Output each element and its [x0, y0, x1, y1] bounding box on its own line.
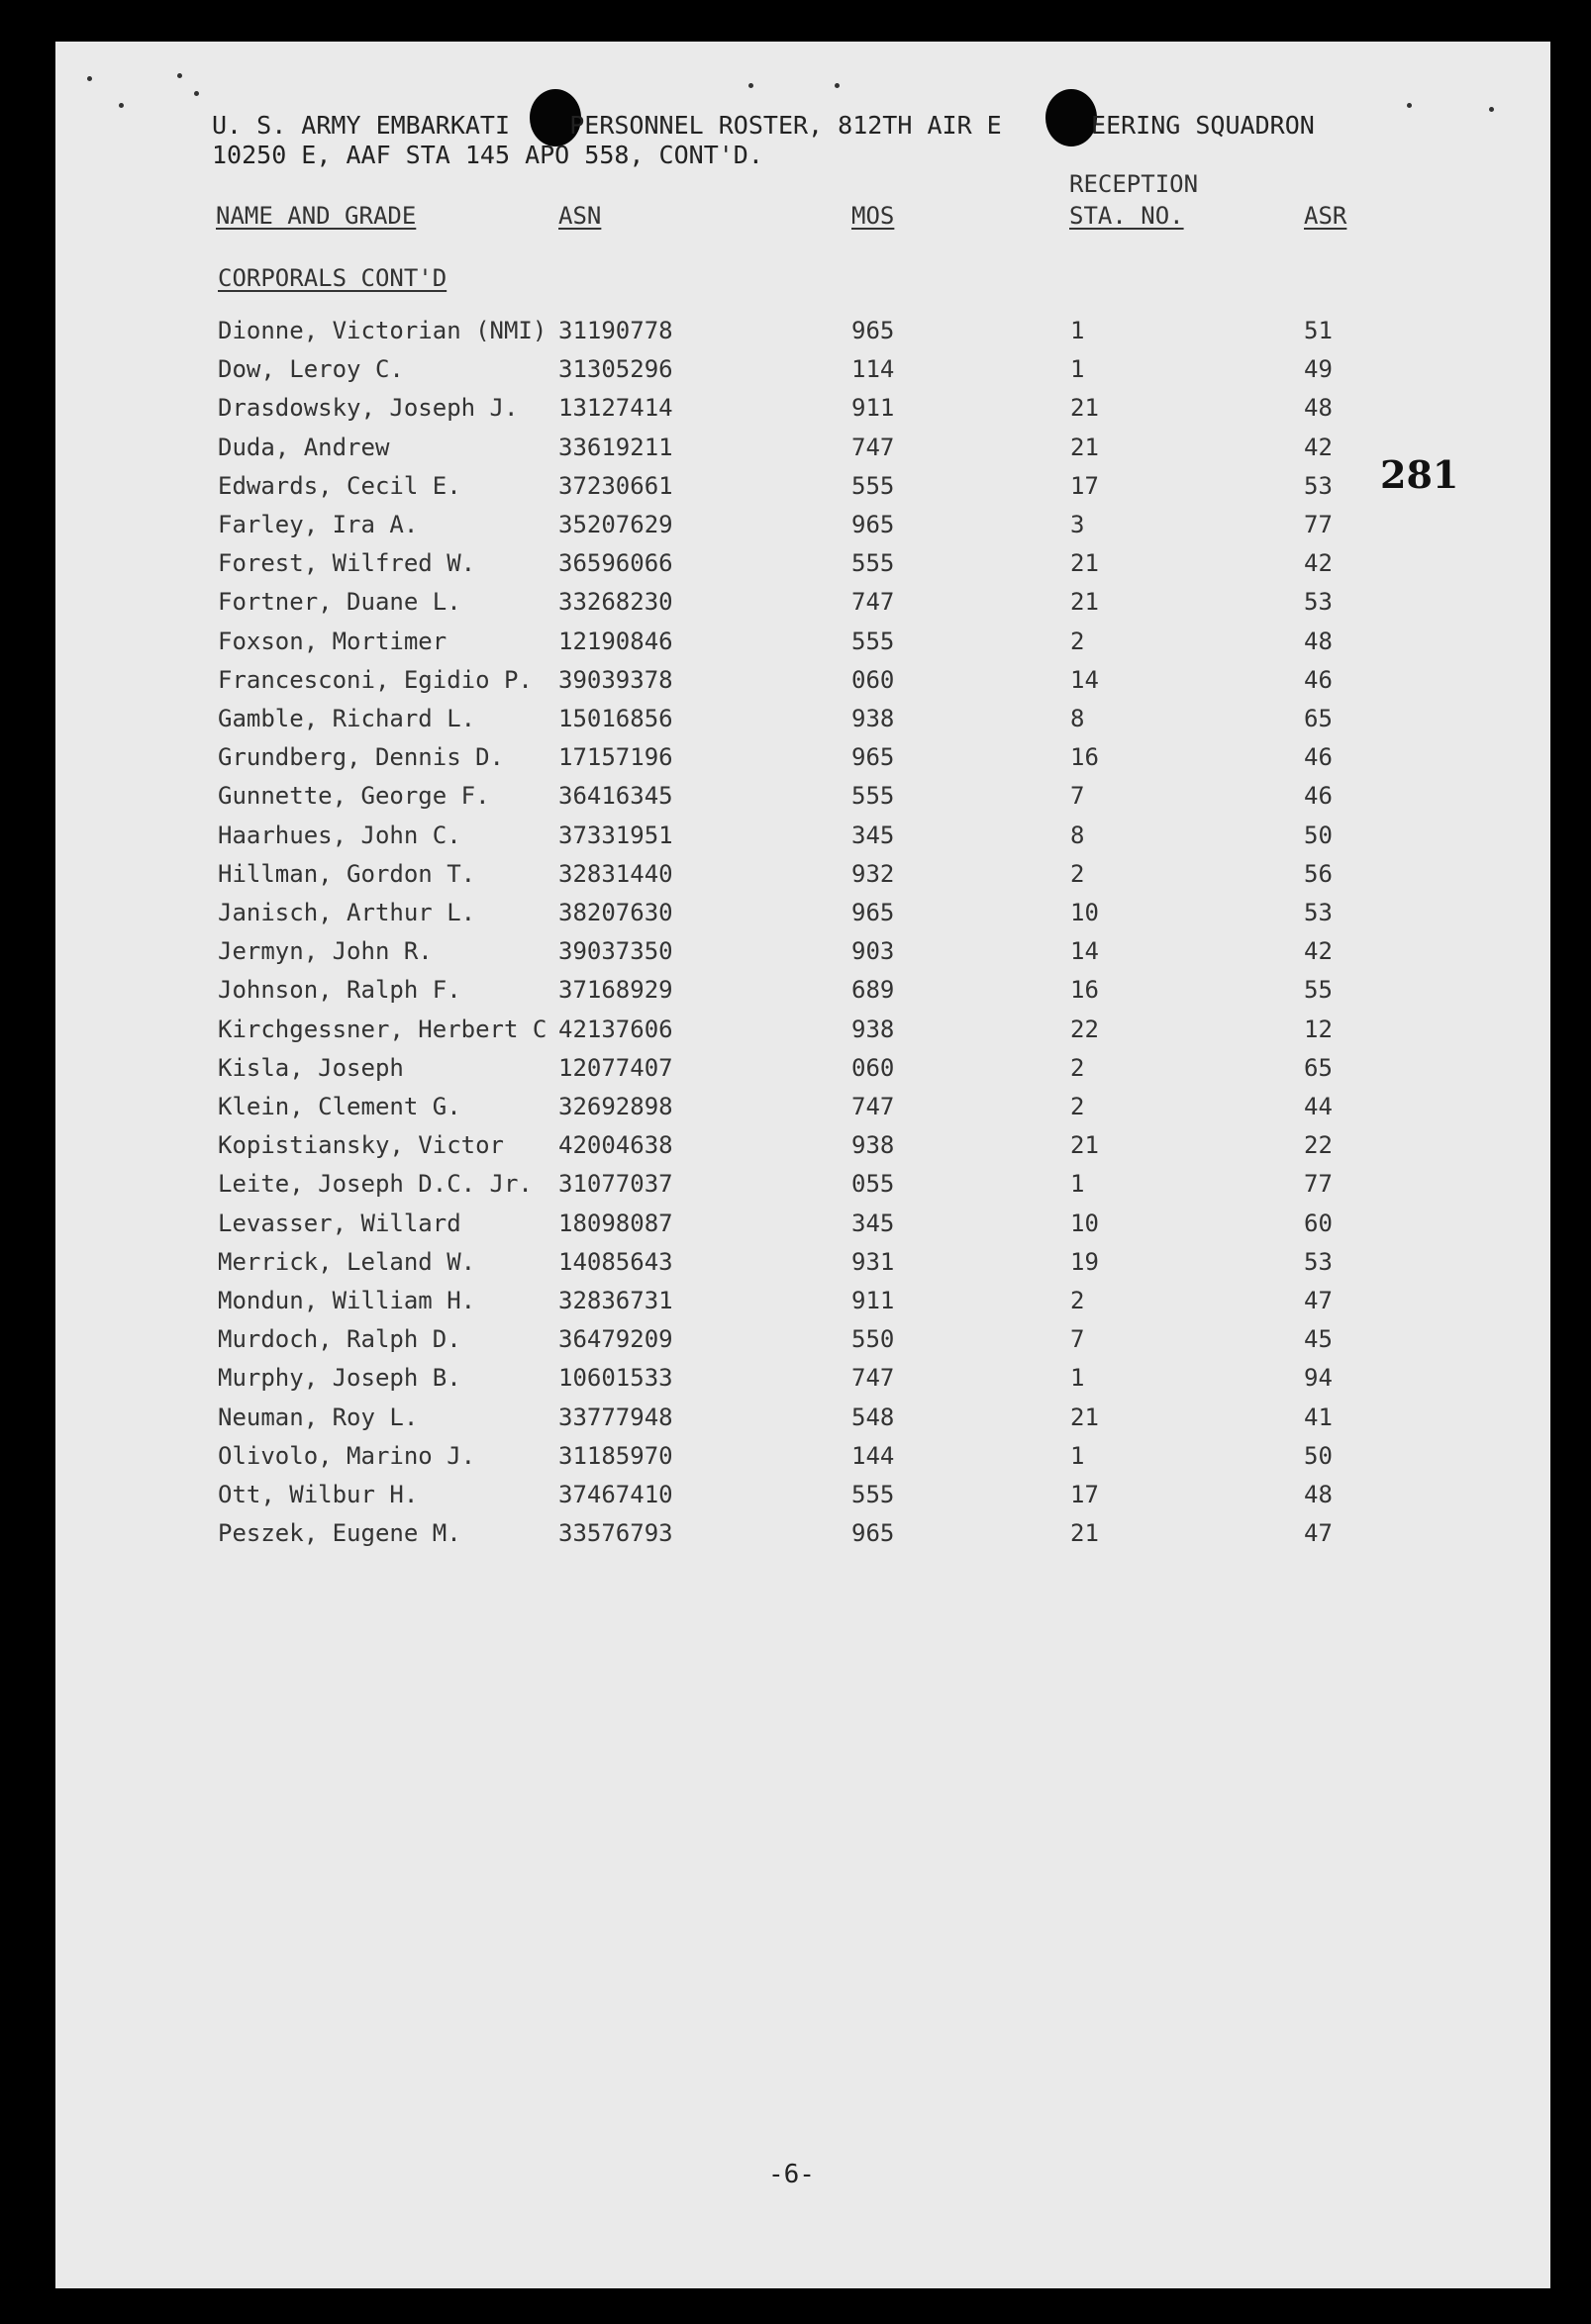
section-title: CORPORALS CONT'D	[218, 264, 447, 292]
cell-asn: 33619211	[558, 433, 673, 461]
table-row	[55, 355, 1550, 395]
cell-name: Levasser, Willard	[218, 1209, 461, 1237]
cell-name: Gunnette, George F.	[218, 782, 490, 811]
cell-mos: 055	[851, 1170, 895, 1199]
cell-name: Grundberg, Dennis D.	[218, 743, 504, 772]
cell-sta-no: 2	[1070, 1287, 1085, 1314]
cell-mos: 965	[851, 899, 895, 926]
cell-sta-no: 21	[1070, 394, 1099, 423]
table-row	[55, 899, 1550, 938]
cell-asn: 32692898	[558, 1093, 673, 1120]
cell-sta-no: 21	[1070, 433, 1099, 461]
scan-speck	[835, 83, 840, 88]
cell-asn: 31185970	[558, 1441, 673, 1470]
cell-name: Dionne, Victorian (NMI)	[218, 317, 547, 344]
cell-sta-no: 8	[1070, 705, 1085, 732]
cell-asn: 14085643	[558, 1247, 673, 1276]
cell-mos: 911	[851, 394, 895, 423]
cell-sta-no: 2	[1070, 627, 1085, 655]
cell-mos: 555	[851, 1481, 895, 1508]
cell-name: Hillman, Gordon T.	[218, 859, 476, 888]
cell-asr: 46	[1304, 782, 1333, 811]
cell-name: Duda, Andrew	[218, 433, 390, 461]
cell-asn: 39039378	[558, 665, 673, 694]
cell-asn: 31190778	[558, 317, 673, 344]
cell-asr: 56	[1304, 859, 1333, 888]
cell-mos: 060	[851, 1053, 895, 1082]
table-row	[55, 1016, 1550, 1055]
cell-asn: 33777948	[558, 1403, 673, 1431]
cell-asr: 12	[1304, 1015, 1333, 1043]
cell-asr: 55	[1304, 976, 1333, 1005]
cell-name: Olivolo, Marino J.	[218, 1441, 476, 1470]
cell-asn: 39037350	[558, 937, 673, 966]
cell-mos: 938	[851, 1131, 895, 1160]
cell-asr: 53	[1304, 471, 1333, 500]
cell-asr: 42	[1304, 433, 1333, 461]
cell-asn: 36479209	[558, 1325, 673, 1354]
cell-name: Farley, Ira A.	[218, 511, 419, 538]
cell-asn: 36416345	[558, 782, 673, 811]
cell-mos: 555	[851, 471, 895, 500]
cell-asr: 45	[1304, 1325, 1333, 1354]
cell-mos: 938	[851, 1015, 895, 1043]
cell-sta-no: 14	[1070, 937, 1099, 966]
table-row	[55, 434, 1550, 473]
cell-name: Edwards, Cecil E.	[218, 471, 461, 500]
cell-mos: 550	[851, 1325, 895, 1354]
table-row	[55, 549, 1550, 589]
column-header-mos: MOS	[851, 202, 895, 230]
table-row	[55, 1481, 1550, 1520]
cell-asn: 13127414	[558, 394, 673, 423]
cell-mos: 555	[851, 549, 895, 578]
cell-asn: 12190846	[558, 627, 673, 655]
cell-asr: 53	[1304, 588, 1333, 617]
cell-asn: 36596066	[558, 549, 673, 578]
table-row	[55, 1131, 1550, 1171]
cell-asn: 17157196	[558, 743, 673, 772]
cell-asr: 49	[1304, 355, 1333, 384]
table-row	[55, 743, 1550, 783]
cell-sta-no: 17	[1070, 471, 1099, 500]
cell-asr: 51	[1304, 317, 1333, 344]
cell-mos: 965	[851, 511, 895, 538]
cell-name: Dow, Leroy C.	[218, 355, 404, 384]
cell-asn: 42004638	[558, 1131, 673, 1160]
cell-asn: 32831440	[558, 859, 673, 888]
table-row	[55, 394, 1550, 434]
cell-asr: 48	[1304, 627, 1333, 655]
cell-sta-no: 17	[1070, 1481, 1099, 1508]
cell-mos: 965	[851, 1519, 895, 1548]
cell-sta-no: 21	[1070, 1131, 1099, 1160]
cell-name: Murphy, Joseph B.	[218, 1364, 461, 1393]
cell-sta-no: 21	[1070, 588, 1099, 617]
cell-asr: 60	[1304, 1209, 1333, 1237]
cell-sta-no: 10	[1070, 899, 1099, 926]
table-row	[55, 937, 1550, 977]
cell-name: Leite, Joseph D.C. Jr.	[218, 1170, 533, 1199]
cell-name: Murdoch, Ralph D.	[218, 1325, 461, 1354]
table-row	[55, 1170, 1550, 1210]
table-row	[55, 1248, 1550, 1288]
cell-sta-no: 2	[1070, 859, 1085, 888]
cell-name: Foxson, Mortimer	[218, 627, 447, 655]
cell-sta-no: 19	[1070, 1247, 1099, 1276]
cell-asn: 35207629	[558, 511, 673, 538]
cell-sta-no: 16	[1070, 743, 1099, 772]
column-header-asr: ASR	[1304, 202, 1347, 230]
cell-asn: 38207630	[558, 899, 673, 926]
cell-name: Drasdowsky, Joseph J.	[218, 394, 519, 423]
cell-mos: 747	[851, 588, 895, 617]
table-row	[55, 317, 1550, 356]
cell-sta-no: 1	[1070, 1441, 1085, 1470]
cell-mos: 060	[851, 665, 895, 694]
table-row	[55, 1210, 1550, 1249]
column-header-asn: ASN	[558, 202, 602, 230]
cell-asn: 33576793	[558, 1519, 673, 1548]
cell-mos: 911	[851, 1287, 895, 1314]
cell-asr: 77	[1304, 1170, 1333, 1199]
table-row	[55, 1442, 1550, 1482]
scan-speck	[1489, 107, 1494, 112]
cell-sta-no: 7	[1070, 1325, 1085, 1354]
cell-asn: 42137606	[558, 1015, 673, 1043]
column-header-sta-no: STA. NO.	[1069, 202, 1184, 230]
cell-asr: 44	[1304, 1093, 1333, 1120]
cell-name: Mondun, William H.	[218, 1287, 476, 1314]
cell-name: Merrick, Leland W.	[218, 1247, 476, 1276]
table-row	[55, 1364, 1550, 1404]
cell-mos: 903	[851, 937, 895, 966]
cell-sta-no: 1	[1070, 1170, 1085, 1199]
cell-asr: 46	[1304, 665, 1333, 694]
scan-speck	[194, 91, 199, 96]
cell-asr: 53	[1304, 1247, 1333, 1276]
cell-asr: 47	[1304, 1519, 1333, 1548]
cell-sta-no: 16	[1070, 976, 1099, 1005]
table-row	[55, 1519, 1550, 1559]
cell-name: Klein, Clement G.	[218, 1093, 461, 1120]
table-row	[55, 705, 1550, 744]
cell-name: Forest, Wilfred W.	[218, 549, 476, 578]
cell-mos: 555	[851, 627, 895, 655]
cell-asr: 22	[1304, 1131, 1333, 1160]
cell-mos: 932	[851, 859, 895, 888]
table-row	[55, 782, 1550, 822]
cell-mos: 931	[851, 1247, 895, 1276]
table-row	[55, 511, 1550, 550]
table-row	[55, 666, 1550, 706]
cell-name: Janisch, Arthur L.	[218, 899, 476, 926]
cell-asr: 46	[1304, 743, 1333, 772]
page-footer: -6-	[768, 2160, 815, 2189]
table-row	[55, 1054, 1550, 1094]
cell-mos: 747	[851, 1364, 895, 1393]
cell-asr: 50	[1304, 821, 1333, 849]
cell-name: Jermyn, John R.	[218, 937, 433, 966]
cell-asn: 18098087	[558, 1209, 673, 1237]
cell-asr: 47	[1304, 1287, 1333, 1314]
cell-asr: 77	[1304, 511, 1333, 538]
cell-sta-no: 1	[1070, 355, 1085, 384]
cell-mos: 114	[851, 355, 895, 384]
cell-name: Johnson, Ralph F.	[218, 976, 461, 1005]
table-row	[55, 1287, 1550, 1326]
cell-sta-no: 14	[1070, 665, 1099, 694]
cell-asn: 31305296	[558, 355, 673, 384]
cell-sta-no: 3	[1070, 511, 1085, 538]
cell-mos: 144	[851, 1441, 895, 1470]
cell-sta-no: 2	[1070, 1053, 1085, 1082]
table-row	[55, 628, 1550, 667]
cell-asn: 31077037	[558, 1170, 673, 1199]
cell-asn: 37331951	[558, 821, 673, 849]
table-row	[55, 472, 1550, 512]
cell-sta-no: 1	[1070, 317, 1085, 344]
cell-sta-no: 7	[1070, 782, 1085, 811]
column-header-name: NAME AND GRADE	[216, 202, 417, 230]
cell-asr: 42	[1304, 549, 1333, 578]
scan-speck	[1407, 103, 1412, 108]
cell-asn: 12077407	[558, 1053, 673, 1082]
scan-speck	[87, 76, 92, 81]
table-row	[55, 1404, 1550, 1443]
cell-mos: 747	[851, 433, 895, 461]
cell-asr: 65	[1304, 1053, 1333, 1082]
cell-asr: 42	[1304, 937, 1333, 966]
cell-mos: 555	[851, 782, 895, 811]
cell-asr: 65	[1304, 705, 1333, 732]
cell-asr: 41	[1304, 1403, 1333, 1431]
cell-mos: 548	[851, 1403, 895, 1431]
table-row	[55, 822, 1550, 861]
cell-name: Francesconi, Egidio P.	[218, 665, 533, 694]
cell-asn: 15016856	[558, 705, 673, 732]
cell-asr: 50	[1304, 1441, 1333, 1470]
cell-asn: 37168929	[558, 976, 673, 1005]
cell-asn: 32836731	[558, 1287, 673, 1314]
cell-asr: 53	[1304, 899, 1333, 926]
cell-name: Peszek, Eugene M.	[218, 1519, 461, 1548]
cell-name: Neuman, Roy L.	[218, 1403, 419, 1431]
cell-asr: 48	[1304, 1481, 1333, 1508]
cell-sta-no: 21	[1070, 549, 1099, 578]
scan-speck	[748, 83, 753, 88]
cell-name: Kopistiansky, Victor	[218, 1131, 504, 1160]
table-row	[55, 860, 1550, 900]
cell-mos: 345	[851, 821, 895, 849]
cell-name: Fortner, Duane L.	[218, 588, 461, 617]
roster-page	[55, 42, 1550, 2288]
table-row	[55, 588, 1550, 628]
cell-mos: 345	[851, 1209, 895, 1237]
cell-sta-no: 8	[1070, 821, 1085, 849]
cell-name: Gamble, Richard L.	[218, 705, 476, 732]
cell-asn: 37230661	[558, 471, 673, 500]
cell-asn: 33268230	[558, 588, 673, 617]
cell-name: Haarhues, John C.	[218, 821, 461, 849]
cell-mos: 689	[851, 976, 895, 1005]
scan-speck	[119, 103, 124, 108]
page-stamp: 281	[1380, 452, 1459, 497]
table-row	[55, 1093, 1550, 1132]
cell-sta-no: 21	[1070, 1519, 1099, 1548]
cell-asr: 48	[1304, 394, 1333, 423]
table-row	[55, 976, 1550, 1016]
cell-name: Kirchgessner, Herbert C	[218, 1015, 547, 1043]
cell-mos: 938	[851, 705, 895, 732]
header-line-2: 10250 E, AAF STA 145 APO 558, CONT'D.	[212, 141, 763, 169]
cell-asn: 37467410	[558, 1481, 673, 1508]
column-header-reception: RECEPTION	[1069, 170, 1199, 198]
cell-sta-no: 22	[1070, 1015, 1099, 1043]
cell-sta-no: 10	[1070, 1209, 1099, 1237]
cell-mos: 965	[851, 317, 895, 344]
cell-sta-no: 21	[1070, 1403, 1099, 1431]
cell-mos: 747	[851, 1093, 895, 1120]
header-line-1: U. S. ARMY EMBARKATI PERSONNEL ROSTER, 812TH AIR E EERING SQUADRON	[212, 111, 1315, 140]
cell-sta-no: 2	[1070, 1093, 1085, 1120]
cell-asn: 10601533	[558, 1364, 673, 1393]
cell-asr: 94	[1304, 1364, 1333, 1393]
cell-sta-no: 1	[1070, 1364, 1085, 1393]
cell-mos: 965	[851, 743, 895, 772]
table-row	[55, 1325, 1550, 1365]
cell-name: Ott, Wilbur H.	[218, 1481, 419, 1508]
cell-name: Kisla, Joseph	[218, 1053, 404, 1082]
scan-speck	[177, 73, 182, 78]
